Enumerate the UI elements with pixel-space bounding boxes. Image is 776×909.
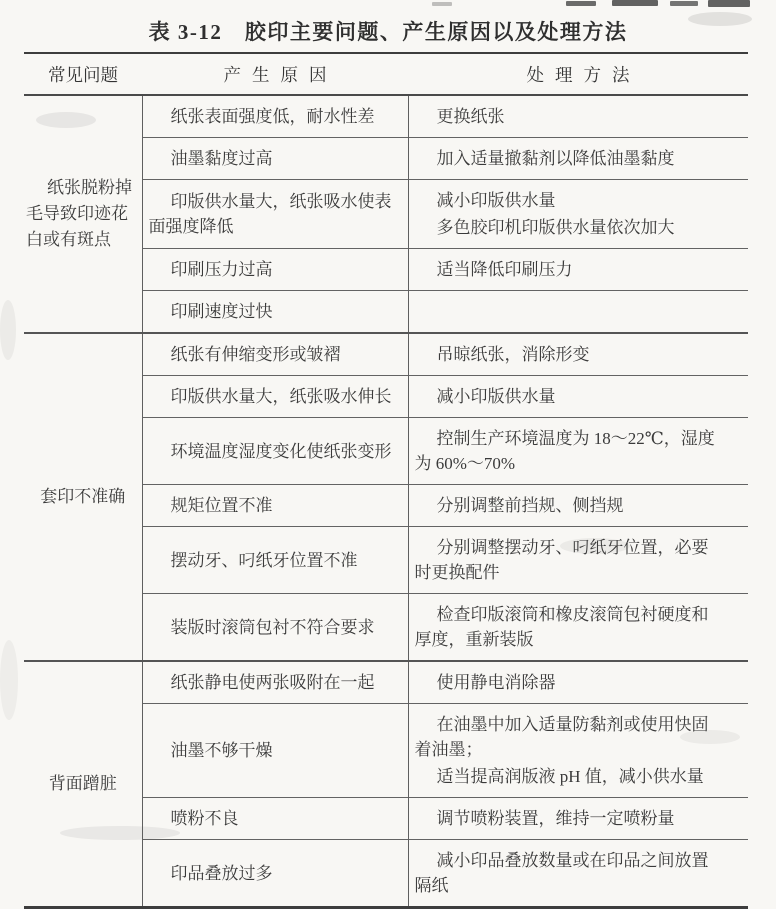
cause-cell bbox=[142, 485, 408, 527]
cause-cell bbox=[142, 138, 408, 180]
header-problem: 常见问题 bbox=[24, 53, 142, 95]
method-cell bbox=[408, 418, 748, 485]
cause-cell bbox=[142, 333, 408, 376]
method-cell bbox=[408, 180, 748, 249]
cause-text: 印版供水量大，纸张吸水伸长 bbox=[170, 387, 392, 406]
method-line: 控制生产环境温度为 18～22℃，湿度为 60%～70% bbox=[414, 429, 715, 473]
scan-smudge bbox=[0, 640, 18, 720]
cropped-text-fragment bbox=[708, 0, 750, 7]
cause-cell bbox=[142, 95, 408, 138]
cause-cell bbox=[142, 180, 408, 249]
method-cell bbox=[408, 798, 748, 840]
cause-text: 纸张表面强度低，耐水性差 bbox=[170, 107, 375, 126]
method-line: 减小印版供水量 bbox=[436, 191, 556, 210]
cause-text: 装版时滚筒包衬不符合要求 bbox=[170, 617, 375, 637]
problem-text: 套印不准确 bbox=[40, 487, 126, 506]
method-cell bbox=[408, 291, 748, 334]
method-line: 减小印品叠放数量或在印品之间放置隔纸 bbox=[414, 851, 709, 895]
cause-cell bbox=[142, 798, 408, 840]
cause-text: 印刷速度过快 bbox=[170, 302, 273, 321]
method-line: 减小印版供水量 bbox=[436, 387, 556, 406]
cause-text: 摆动牙、叼纸牙位置不准 bbox=[170, 550, 358, 570]
table-row bbox=[24, 95, 748, 138]
cause-cell bbox=[142, 527, 408, 594]
cause-text: 纸张静电使两张吸附在一起 bbox=[170, 673, 375, 692]
method-line: 吊晾纸张，消除形变 bbox=[436, 345, 590, 364]
table-title: 表 3-12 胶印主要问题、产生原因以及处理方法 bbox=[148, 20, 628, 44]
header-row bbox=[24, 53, 748, 95]
method-cell bbox=[408, 485, 748, 527]
cause-text: 纸张有伸缩变形或皱褶 bbox=[170, 345, 341, 364]
cause-text: 规矩位置不准 bbox=[170, 496, 273, 515]
table-header bbox=[24, 53, 748, 95]
method-cell bbox=[408, 95, 748, 138]
method-cell bbox=[408, 333, 748, 376]
method-line: 调节喷粉装置，维持一定喷粉量 bbox=[436, 809, 675, 828]
cropped-text-fragment bbox=[566, 1, 596, 6]
cause-cell bbox=[142, 840, 408, 908]
cause-cell bbox=[142, 376, 408, 418]
method-line: 使用静电消除器 bbox=[436, 673, 556, 692]
cause-text: 印品叠放过多 bbox=[170, 863, 273, 883]
method-line: 更换纸张 bbox=[436, 107, 505, 126]
method-cell bbox=[408, 594, 748, 662]
cause-text: 油墨黏度过高 bbox=[170, 149, 273, 168]
method-line: 加入适量撤黏剂以降低油墨黏度 bbox=[436, 149, 675, 168]
table-row bbox=[24, 333, 748, 376]
scan-smudge bbox=[0, 300, 16, 360]
cause-text: 喷粉不良 bbox=[170, 809, 239, 828]
problem-text: 纸张脱粉掉毛导致印迹花白或有斑点 bbox=[26, 178, 132, 249]
cause-cell bbox=[142, 418, 408, 485]
cause-cell bbox=[142, 594, 408, 662]
problem-cell bbox=[24, 95, 142, 333]
problem-cell bbox=[24, 333, 142, 661]
cause-text: 油墨不够干燥 bbox=[170, 741, 273, 760]
method-line: 适当提高润版液 pH 值，减小供水量 bbox=[436, 767, 704, 786]
cropped-text-fragment bbox=[432, 2, 452, 6]
method-line: 多色胶印机印版供水量依次加大 bbox=[436, 218, 675, 237]
cause-cell bbox=[142, 249, 408, 291]
method-cell bbox=[408, 376, 748, 418]
header-method: 处理方法 bbox=[408, 53, 748, 95]
method-line: 分别调整摆动牙、叼纸牙位置，必要时更换配件 bbox=[414, 538, 709, 582]
method-cell bbox=[408, 249, 748, 291]
method-line: 检查印版滚筒和橡皮滚筒包衬硬度和厚度，重新装版 bbox=[414, 605, 709, 649]
method-line: 分别调整前挡规、侧挡规 bbox=[436, 496, 624, 515]
method-cell bbox=[408, 138, 748, 180]
problems-table bbox=[24, 52, 748, 909]
problem-cell bbox=[24, 661, 142, 908]
cause-cell bbox=[142, 291, 408, 334]
cropped-text-fragment bbox=[670, 1, 698, 6]
problem-text: 背面蹭脏 bbox=[48, 774, 117, 793]
cropped-text-fragment bbox=[612, 0, 658, 6]
method-line: 在油墨中加入适量防黏剂或使用快固着油墨； bbox=[414, 715, 709, 759]
method-cell bbox=[408, 527, 748, 594]
cause-text: 环境温度湿度变化使纸张变形 bbox=[170, 441, 392, 461]
method-cell bbox=[408, 661, 748, 704]
cause-text: 印刷压力过高 bbox=[170, 260, 273, 279]
header-cause: 产生原因 bbox=[142, 53, 408, 95]
method-line: 适当降低印刷压力 bbox=[436, 260, 573, 279]
cause-cell bbox=[142, 661, 408, 704]
method-cell bbox=[408, 704, 748, 798]
cause-cell bbox=[142, 704, 408, 798]
cause-text: 印版供水量大，纸张吸水使表面强度降低 bbox=[148, 192, 392, 236]
method-cell bbox=[408, 840, 748, 908]
table-row bbox=[24, 661, 748, 704]
